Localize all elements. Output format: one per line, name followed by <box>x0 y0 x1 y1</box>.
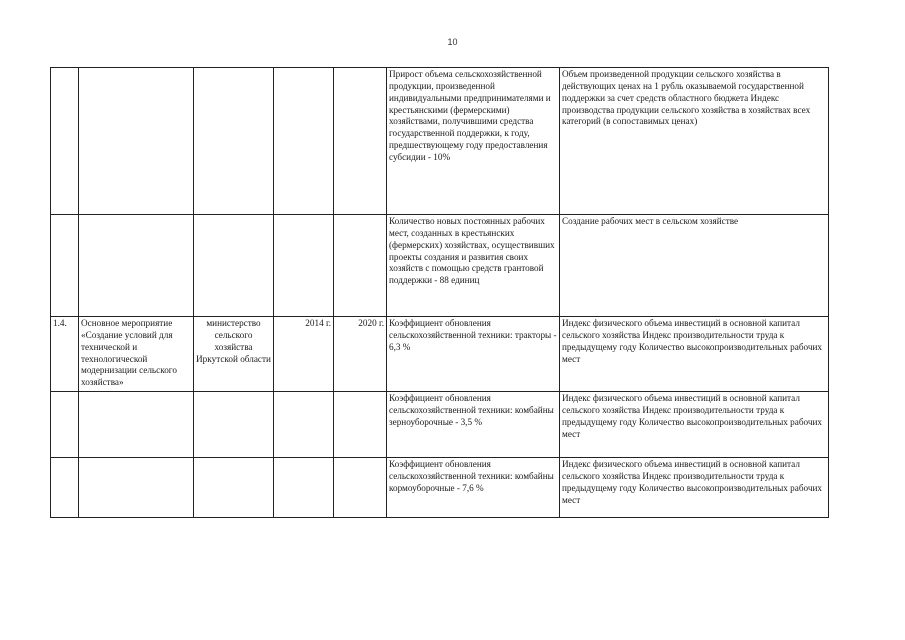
row-number-cell: 1.4. <box>51 317 79 392</box>
executor-cell: министерство сельского хозяйства Иркутской области <box>194 317 274 392</box>
row-number-cell <box>51 458 79 518</box>
table-row <box>51 458 829 518</box>
program-indicator-cell <box>560 458 829 518</box>
table-row <box>51 68 829 215</box>
activity-cell <box>79 458 194 518</box>
target-text: Количество новых постоянных рабочих мест, созданных в крестьянских (фермерских) хозяйствах, осуществивших проекты создания и развития своих хозяйств с помощью средств грантовой поддержки - 88 единиц <box>389 216 555 286</box>
program-indicator-cell <box>560 317 829 392</box>
start-year-cell <box>274 458 334 518</box>
table-row <box>51 392 829 458</box>
row-number-cell <box>51 68 79 215</box>
row-number-cell <box>51 215 79 317</box>
indicator-text: Объем произведенной продукции сельского хозяйства в действующих ценах на 1 рубль оказываемой государственной поддержки за счет средств областного бюджета Индекс производства продукции сельского хозяйства в хозяйствах всех категорий (в сопоставимых ценах) <box>562 69 811 127</box>
activity-cell <box>79 392 194 458</box>
activity-cell: Основное мероприятие «Создание условий для технической и технологической модернизации сельского хозяйства» <box>79 317 194 392</box>
indicator-text: Индекс физического объема инвестиций в основной капитал сельского хозяйства Индекс производительности труда к предыдущему году Количество высокопроизводительных рабочих мест <box>562 393 823 439</box>
row-number-cell <box>51 392 79 458</box>
page-number: 10 <box>447 37 458 47</box>
executor-cell <box>194 392 274 458</box>
start-year-cell: 2014 г. <box>274 317 334 392</box>
executor-cell <box>194 215 274 317</box>
target-text: Прирост объема сельскохозяйственной продукции, произведенной индивидуальными предпринимателями и крестьянскими (фермерскими) хозяйствами, получившими средства государственной поддержки, к году, предшествующему году предоставления субсидии - 10% <box>389 69 551 163</box>
end-year-cell <box>334 68 387 215</box>
target-indicator-cell <box>387 458 560 518</box>
table-row <box>51 215 829 317</box>
program-indicator-cell <box>560 68 829 215</box>
target-indicator-cell <box>387 317 560 392</box>
target-text: Коэффициент обновления сельскохозяйственной техники: комбайны зерноуборочные - 3,5 % <box>389 393 554 427</box>
end-year-cell: 2020 г. <box>334 317 387 392</box>
start-year-cell <box>274 392 334 458</box>
program-indicator-cell <box>560 392 829 458</box>
start-year-cell <box>274 68 334 215</box>
executor-cell <box>194 458 274 518</box>
indicator-text: Индекс физического объема инвестиций в основной капитал сельского хозяйства Индекс производительности труда к предыдущему году Количество высокопроизводительных рабочих мест <box>562 318 823 364</box>
program-activities-table <box>50 67 829 518</box>
program-indicator-cell <box>560 215 829 317</box>
target-text: Коэффициент обновления сельскохозяйственной техники: комбайны кормоуборочные - 7,6 % <box>389 459 554 493</box>
activity-cell <box>79 68 194 215</box>
target-indicator-cell <box>387 215 560 317</box>
end-year-cell <box>334 215 387 317</box>
table-row <box>51 317 829 392</box>
indicator-text: Создание рабочих мест в сельском хозяйстве <box>562 216 739 226</box>
target-indicator-cell <box>387 68 560 215</box>
target-indicator-cell <box>387 392 560 458</box>
executor-cell <box>194 68 274 215</box>
end-year-cell <box>334 458 387 518</box>
end-year-cell <box>334 392 387 458</box>
start-year-cell <box>274 215 334 317</box>
target-text: Коэффициент обновления сельскохозяйственной техники: тракторы - 6,3 % <box>389 318 557 352</box>
indicator-text: Индекс физического объема инвестиций в основной капитал сельского хозяйства Индекс производительности труда к предыдущему году Количество высокопроизводительных рабочих мест <box>562 459 823 505</box>
activity-cell <box>79 215 194 317</box>
